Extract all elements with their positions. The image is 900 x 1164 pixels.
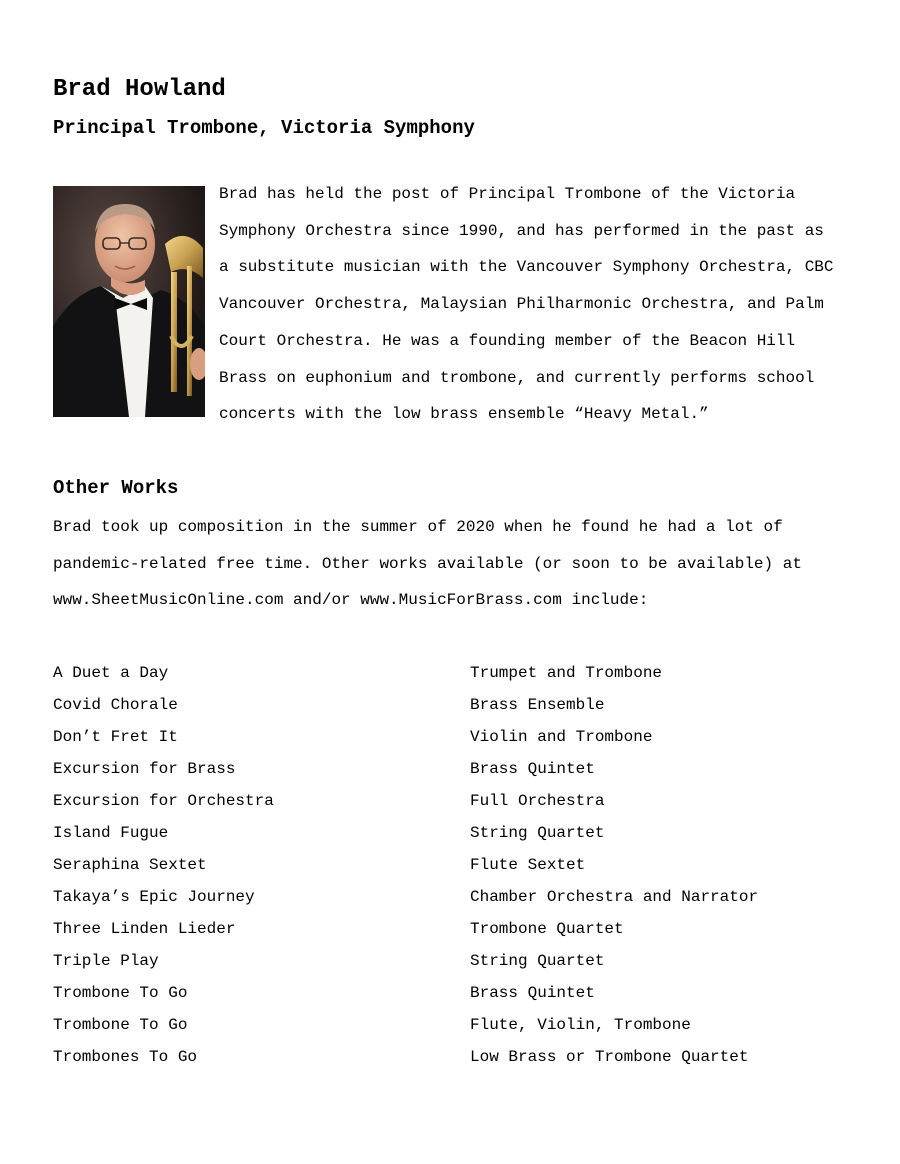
- work-title: Island Fugue: [53, 824, 169, 842]
- author-name: Brad Howland: [53, 76, 226, 103]
- author-title: Principal Trombone, Victoria Symphony: [53, 117, 475, 139]
- work-row: [53, 913, 853, 945]
- works-list: [53, 657, 853, 1073]
- work-row: [53, 849, 853, 881]
- work-title: Trombones To Go: [53, 1048, 198, 1066]
- work-title: Covid Chorale: [53, 696, 178, 714]
- bio-line: a substitute musician with the Vancouver Symphony Orchestra, CBC: [219, 258, 834, 277]
- work-row: [53, 657, 853, 689]
- work-instrumentation: Chamber Orchestra and Narrator: [470, 888, 759, 906]
- work-row: [53, 753, 853, 785]
- work-instrumentation: Full Orchestra: [470, 792, 605, 810]
- work-title: Excursion for Brass: [53, 760, 236, 778]
- intro-line: Brad took up composition in the summer of 2020 when he found he had a lot of: [53, 518, 783, 536]
- work-instrumentation: Flute, Violin, Trombone: [470, 1016, 691, 1034]
- work-title: Three Linden Lieder: [53, 920, 236, 938]
- work-instrumentation: Trombone Quartet: [470, 920, 624, 938]
- intro-line: pandemic-related free time. Other works available (or soon to be available) at: [53, 554, 802, 573]
- work-title: Trombone To Go: [53, 1016, 188, 1034]
- work-instrumentation: Brass Quintet: [470, 984, 595, 1002]
- work-row: [53, 945, 853, 977]
- bio-line: Brad has held the post of Principal Trombone of the Victoria: [219, 185, 796, 203]
- work-instrumentation: Trumpet and Trombone: [470, 664, 663, 682]
- work-row: [53, 689, 853, 721]
- work-row: [53, 817, 853, 849]
- work-row: [53, 1009, 853, 1041]
- bio-line: Brass on euphonium and trombone, and currently performs school: [219, 368, 815, 387]
- work-instrumentation: String Quartet: [470, 824, 605, 842]
- work-title: Takaya’s Epic Journey: [53, 888, 255, 906]
- work-title: A Duet a Day: [53, 664, 169, 682]
- work-title: Trombone To Go: [53, 984, 188, 1002]
- work-title: Don’t Fret It: [53, 728, 178, 746]
- work-instrumentation: Low Brass or Trombone Quartet: [470, 1048, 749, 1066]
- work-title: Excursion for Orchestra: [53, 792, 274, 810]
- bio-line: Symphony Orchestra since 1990, and has performed in the past as: [219, 221, 824, 240]
- work-instrumentation: Brass Ensemble: [470, 696, 605, 714]
- other-works-heading: Other Works: [53, 477, 179, 499]
- work-row: [53, 785, 853, 817]
- work-row: [53, 721, 853, 753]
- work-row: [53, 1041, 853, 1073]
- work-instrumentation: String Quartet: [470, 952, 605, 970]
- work-instrumentation: Flute Sextet: [470, 856, 586, 874]
- other-works-intro: [53, 509, 853, 619]
- bio-line: Vancouver Orchestra, Malaysian Philharmonic Orchestra, and Palm: [219, 295, 824, 314]
- work-title: Triple Play: [53, 952, 159, 970]
- intro-line: www.SheetMusicOnline.com and/or www.MusicForBrass.com include:: [53, 591, 649, 610]
- work-instrumentation: Brass Quintet: [470, 760, 595, 778]
- author-photo: [53, 186, 205, 417]
- bio-paragraph: [219, 176, 859, 433]
- bio-line: Court Orchestra. He was a founding member of the Beacon Hill: [219, 331, 796, 350]
- work-instrumentation: Violin and Trombone: [470, 728, 653, 746]
- work-title: Seraphina Sextet: [53, 856, 207, 874]
- bio-line: concerts with the low brass ensemble “Heavy Metal.”: [219, 405, 709, 424]
- work-row: [53, 977, 853, 1009]
- work-row: [53, 881, 853, 913]
